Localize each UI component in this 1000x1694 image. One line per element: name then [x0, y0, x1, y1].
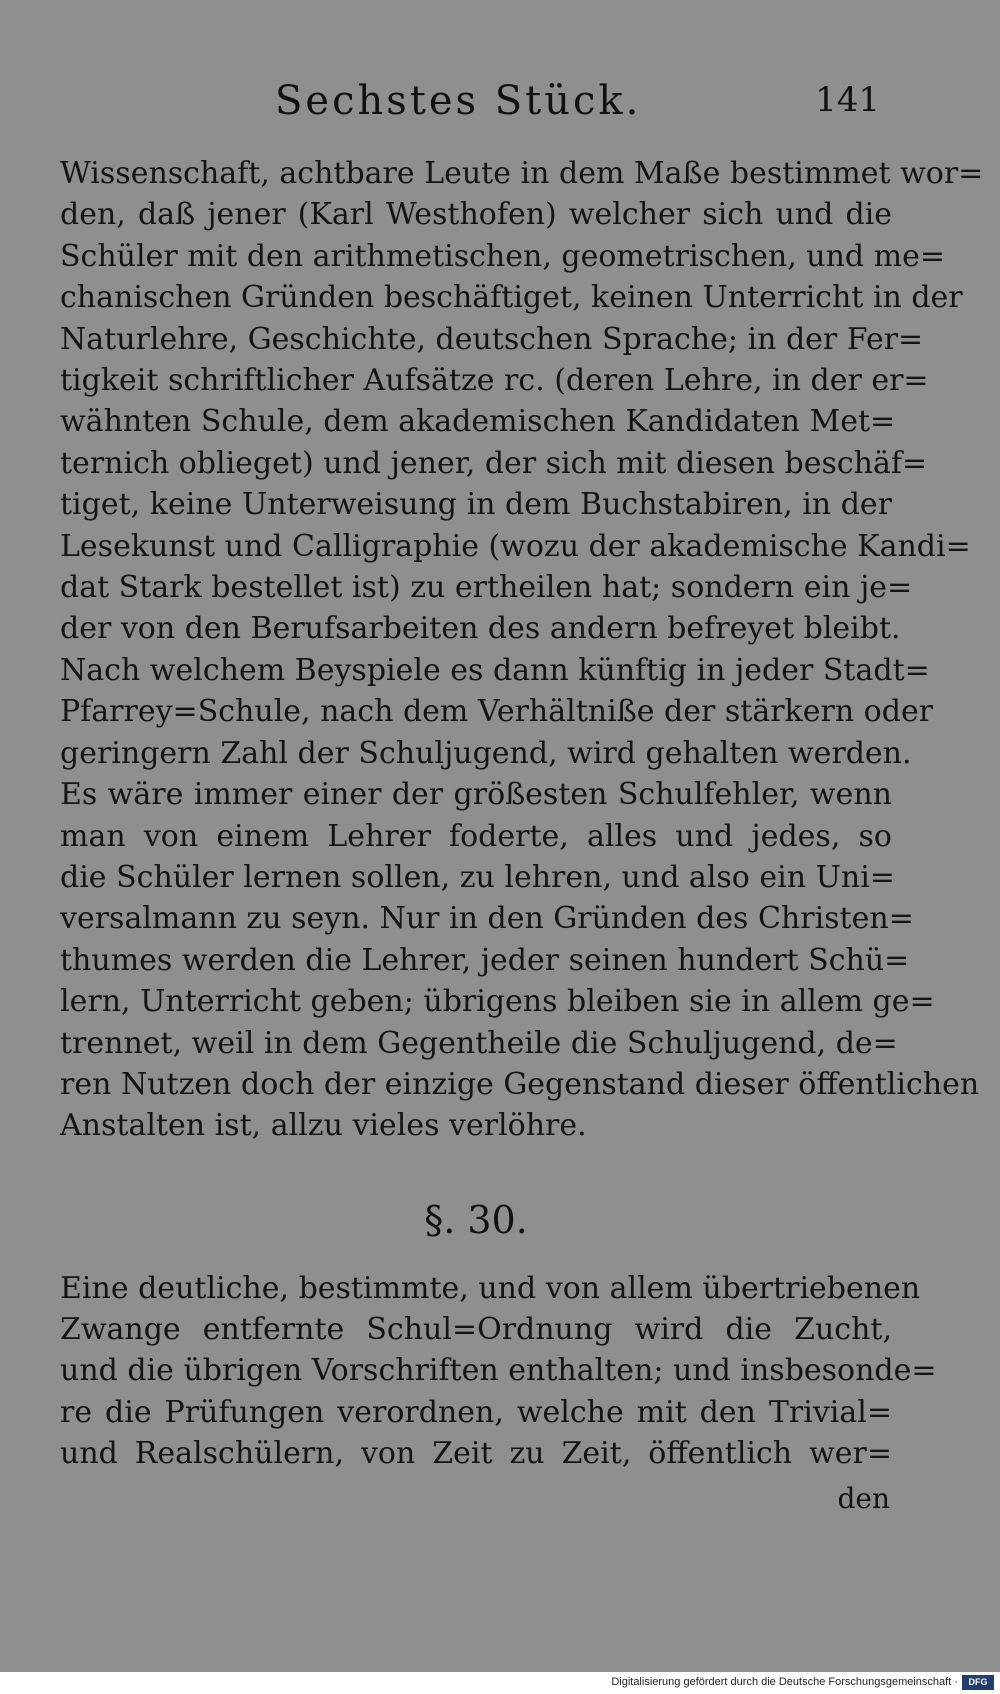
text-line: der von den Berufsarbeiten des andern befreyet bleibt. [60, 611, 901, 647]
text-line: Anstalten ist, allzu vieles verlöhre. [60, 1108, 587, 1144]
text-line: die Schüler lernen sollen, zu lehren, und also ein Uni= [60, 859, 895, 895]
text-line: Zwange entfernte Schul=Ordnung wird die Zucht, [60, 1312, 892, 1348]
text-line: den, daß jener (Karl Westhofen) welcher sich und die [60, 197, 892, 233]
running-head: Sechstes Stück. [275, 78, 642, 124]
text-line: trennet, weil in dem Gegentheile die Schuljugend, de= [60, 1025, 898, 1061]
text-line: Pfarrey=Schule, nach dem Verhältniße der stärkern oder [60, 694, 934, 730]
text-line: man von einem Lehrer foderte, alles und jedes, so [60, 818, 892, 854]
text-line: lern, Unterricht geben; übrigens bleiben sie in allem ge= [60, 984, 935, 1020]
text-line: Es wäre immer einer der größesten Schulfehler, wenn [60, 777, 892, 813]
text-line: Eine deutliche, bestimmte, und von allem übertriebenen [60, 1271, 921, 1306]
text-line: Schüler mit den arithmetischen, geometrischen, und me= [60, 238, 945, 274]
catchword: den [837, 1482, 890, 1515]
text-line: thumes werden die Lehrer, jeder seinen hundert Schü= [60, 942, 910, 978]
text-line: Lesekunst und Calligraphie (wozu der akademische Kandi= [60, 528, 971, 564]
page-number: 141 [815, 80, 880, 120]
text-line: Wissenschaft, achtbare Leute in dem Maße bestimmet wor= [60, 156, 984, 191]
section-paragraph [60, 1268, 937, 1474]
section-heading: §. 30. [424, 1198, 528, 1242]
footer-credit: Digitalisierung gefördert durch die Deutsche Forschungsgemeinschaft · [611, 1676, 958, 1688]
text-line: tigkeit schriftlicher Aufsätze rc. (deren Lehre, in der er= [60, 363, 929, 399]
text-line: ternich oblieget) und jener, der sich mit diesen beschäf= [60, 445, 928, 481]
text-line: Nach welchem Beyspiele es dann künftig in jeder Stadt= [60, 652, 930, 688]
paragraph-1 [60, 153, 984, 1147]
text-line: chanischen Gründen beschäftiget, keinen Unterricht in der [60, 280, 963, 316]
text-line: geringern Zahl der Schuljugend, wird gehalten werden. [60, 735, 912, 771]
text-line: wähnten Schule, dem akademischen Kandidaten Met= [60, 404, 896, 440]
text-line: und die übrigen Vorschriften enthalten; und insbesonde= [60, 1353, 937, 1389]
text-line: versalmann zu seyn. Nur in den Gründen des Christen= [60, 901, 914, 937]
text-line: ren Nutzen doch der einzige Gegenstand dieser öffentlichen [60, 1066, 980, 1102]
text-line: dat Stark bestellet ist) zu ertheilen hat; sondern ein je= [60, 570, 913, 606]
text-line: und Realschülern, von Zeit zu Zeit, öffentlich wer= [60, 1435, 892, 1471]
page-header [60, 78, 880, 126]
text-line: re die Prüfungen verordnen, welche mit den Trivial= [60, 1394, 892, 1430]
digitization-footer [0, 1672, 1000, 1694]
dfg-logo-icon: DFG [962, 1675, 994, 1690]
text-line: Naturlehre, Geschichte, deutschen Sprache; in der Fer= [60, 321, 924, 357]
text-line: tiget, keine Unterweisung in dem Buchstabiren, in der [60, 487, 892, 523]
